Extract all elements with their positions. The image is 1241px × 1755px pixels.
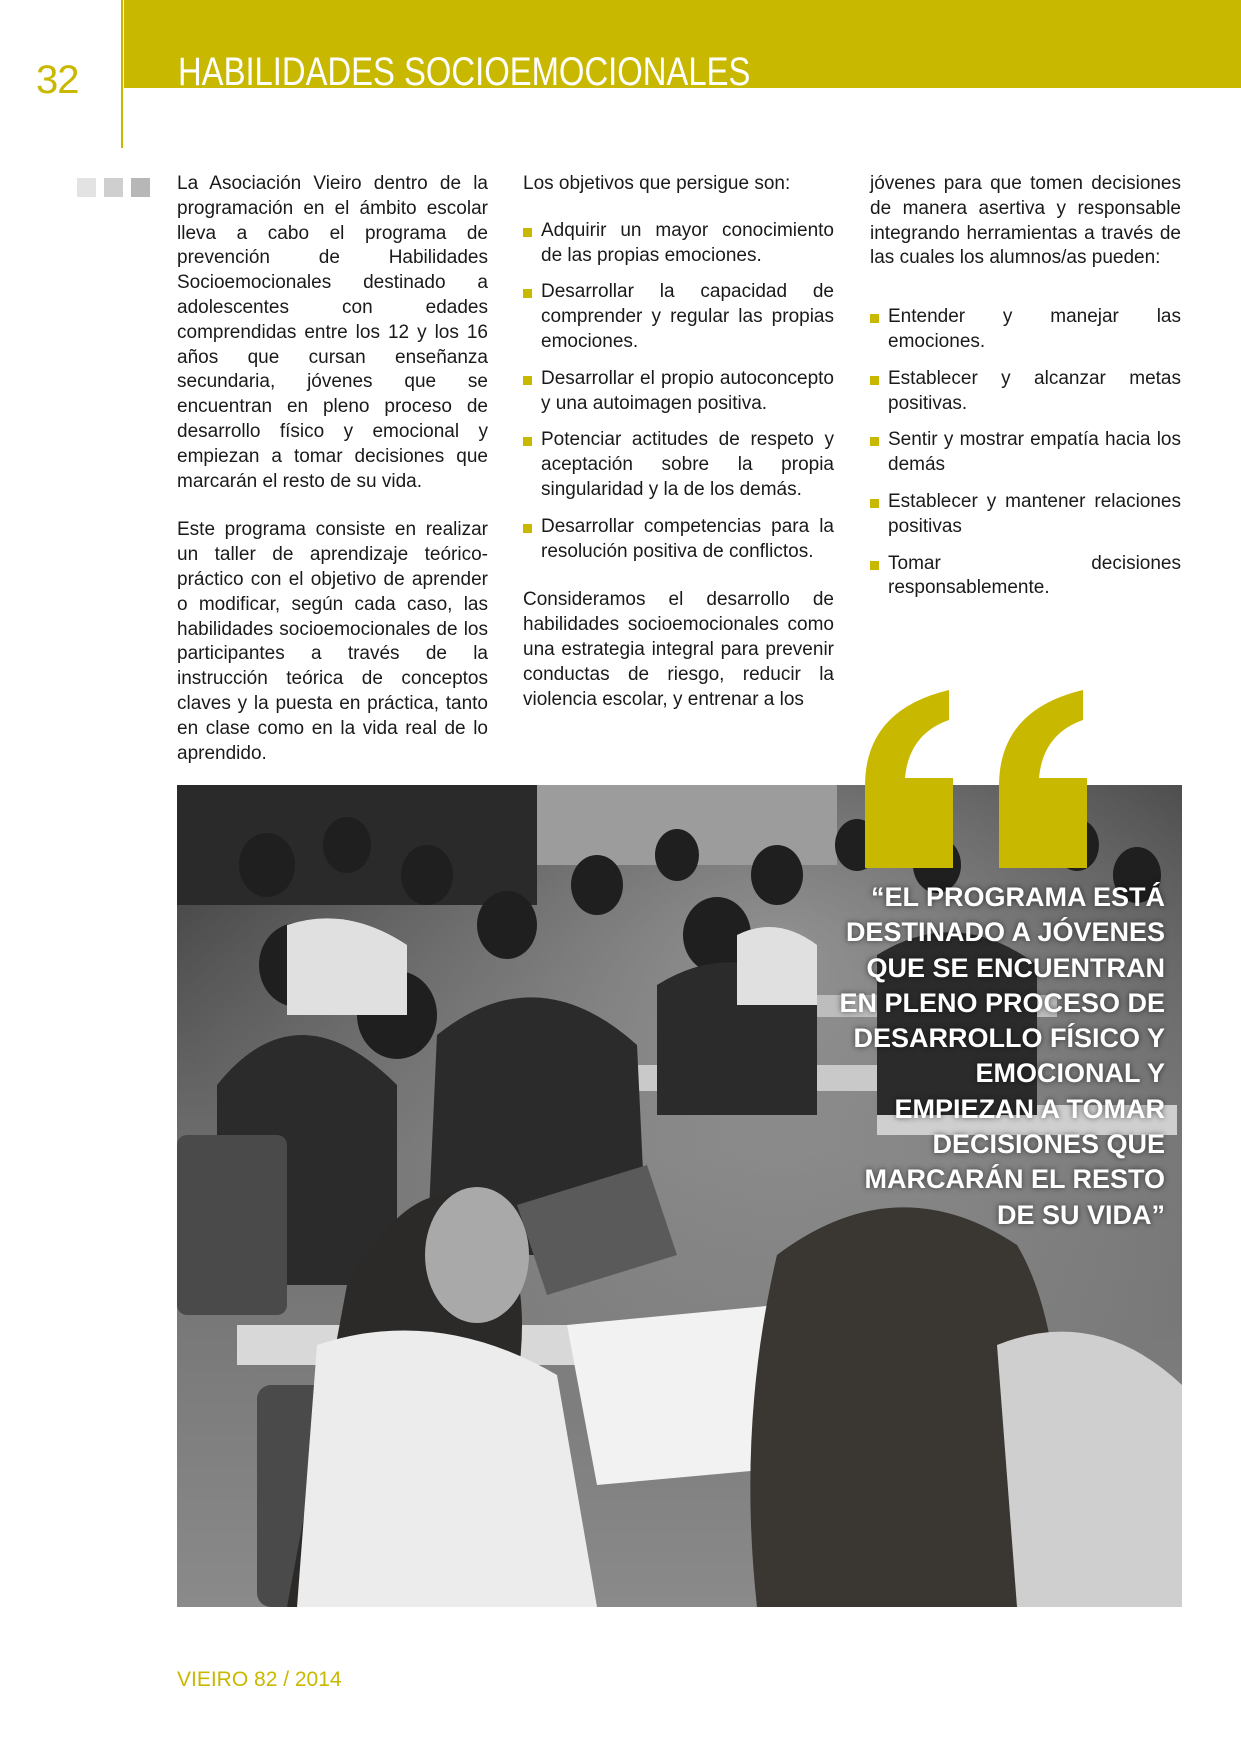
bullet-square-icon	[870, 314, 879, 323]
skills-list	[870, 305, 1181, 601]
text-column-2	[523, 172, 834, 736]
list-item-text: Adquirir un mayor conocimiento de las propias emociones.	[541, 219, 834, 266]
footer-publication: VIEIRO 82 / 2014	[177, 1668, 342, 1691]
list-item	[523, 280, 834, 354]
bullet-square-icon	[870, 499, 879, 508]
objectives-intro: Los objetivos que persigue son:	[523, 173, 791, 194]
quote-mark-icon	[865, 690, 1087, 868]
list-item	[870, 428, 1181, 478]
paragraph: La Asociación Vieiro dentro de la programación en el ámbito escolar lleva a cabo el programa de prevención de Habilidades Socioemocionales destinado a adolescentes con edades comprendidas entre los 12 y los 16 años que cursan enseñanza secundaria, jóvenes que se encuentran en pleno proceso de desarrollo físico y emocional y empiezan a tomar decisiones que marcarán el resto de su vida.	[177, 173, 488, 492]
list-item-text: Sentir y mostrar empatía hacia los demás	[888, 429, 1181, 476]
bullet-square-icon	[523, 437, 532, 446]
list-item	[870, 552, 1181, 602]
list-item	[523, 367, 834, 417]
text-column-3	[870, 172, 1181, 625]
paragraph: Este programa consiste en realizar un taller de aprendizaje teórico-práctico con el objetivo de aprender o modificar, según cada caso, las habilidades socioemocionales de los participantes a través de la instrucción teórica de conceptos claves y la puesta en práctica, tanto en clase como en la vida real de lo aprendido.	[177, 519, 488, 764]
list-item-text: Establecer y alcanzar metas positivas.	[888, 367, 1181, 414]
list-item-text: Desarrollar el propio autoconcepto y una autoimagen positiva.	[541, 367, 834, 414]
list-item	[870, 305, 1181, 355]
bullet-square-icon	[870, 561, 879, 570]
list-item	[523, 428, 834, 502]
objectives-list	[523, 219, 834, 565]
list-item	[523, 219, 834, 269]
decorative-squares	[77, 178, 150, 197]
square-decoration	[104, 178, 123, 197]
list-item	[870, 490, 1181, 540]
bullet-square-icon	[523, 289, 532, 298]
list-item-text: Tomar decisiones responsablemente.	[888, 552, 1181, 599]
bullet-square-icon	[523, 376, 532, 385]
section-title: HABILIDADES SOCIOEMOCIONALES	[178, 50, 751, 94]
list-item-text: Potenciar actitudes de respeto y aceptación sobre la propia singularidad y la de los demás.	[541, 429, 834, 500]
bullet-square-icon	[870, 376, 879, 385]
bullet-square-icon	[523, 524, 532, 533]
list-item-text: Desarrollar la capacidad de comprender y regular las propias emociones.	[541, 281, 834, 352]
list-item	[523, 515, 834, 565]
bullet-square-icon	[870, 437, 879, 446]
paragraph: Consideramos el desarrollo de habilidades socioemocionales como una estrategia integral para prevenir conductas de riesgo, reducir la violencia escolar, y entrenar a los	[523, 589, 834, 710]
list-item	[870, 367, 1181, 417]
list-item-text: Entender y manejar las emociones.	[888, 306, 1181, 352]
text-column-1	[177, 172, 488, 790]
header-rule	[121, 0, 123, 148]
paragraph: jóvenes para que tomen decisiones de manera asertiva y responsable integrando herramientas a través de las cuales los alumnos/as pueden:	[870, 173, 1181, 269]
square-decoration	[131, 178, 150, 197]
list-item-text: Desarrollar competencias para la resolución positiva de conflictos.	[541, 515, 834, 562]
pull-quote: “EL PROGRAMA ESTÁ DESTINADO A JÓVENES QUE SE ENCUENTRAN EN PLENO PROCESO DE DESARROLLO FÍSICO Y EMOCIONAL Y EMPIEZAN A TOMAR DECISIONES QUE MARCARÁN EL RESTO DE SU VIDA”	[839, 882, 1165, 1230]
bullet-square-icon	[523, 228, 532, 237]
page-number: 32	[36, 58, 79, 102]
list-item-text: Establecer y mantener relaciones positivas	[888, 490, 1181, 537]
square-decoration	[77, 178, 96, 197]
